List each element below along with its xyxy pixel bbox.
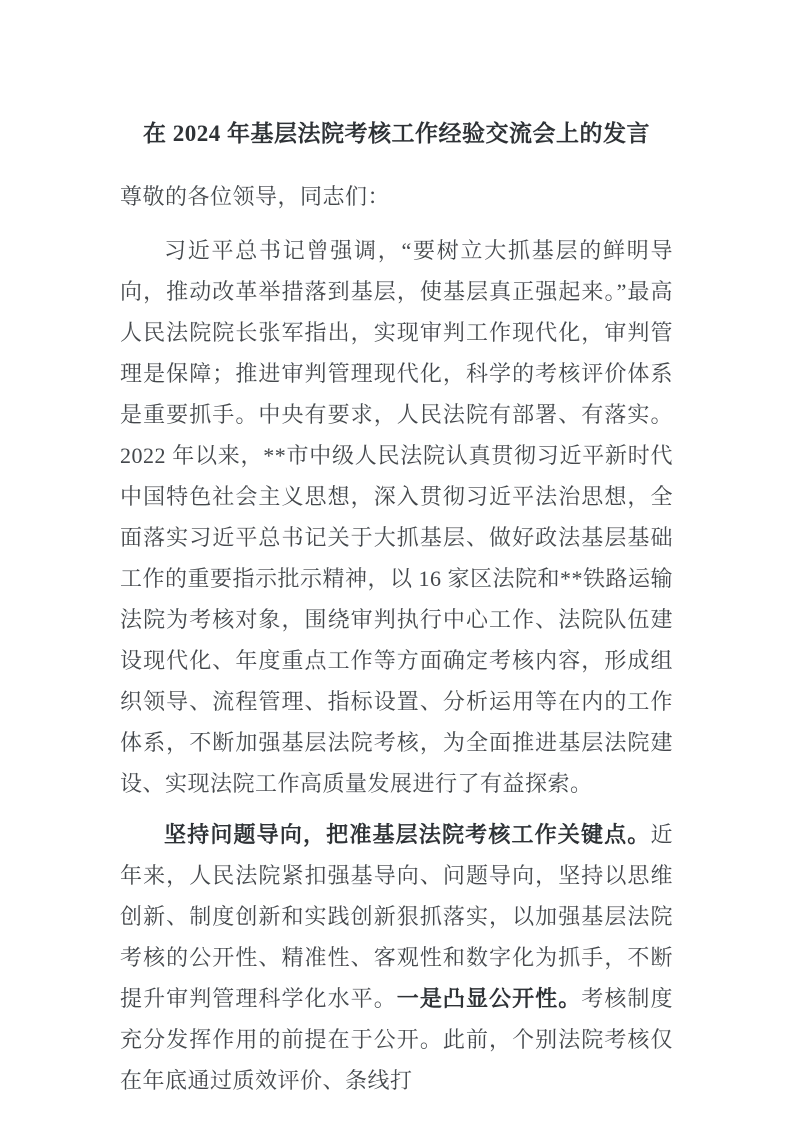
point-one-bold: 一是凸显公开性。 <box>396 986 582 1011</box>
paragraph-body-text-continued: 考核制度充分发挥作用的前提在于公开。此前，个别法院考核仅在年底通过质效评价、条线打 <box>120 986 673 1093</box>
document-title: 在 2024 年基层法院考核工作经验交流会上的发言 <box>143 121 650 146</box>
paragraph-introduction: 习近平总书记曾强调，“要树立大抓基层的鲜明导向，推动改革举措落到基层，使基层真正强起来。”最高人民法院院长张军指出，实现审判工作现代化，审判管理是保障；推进审判管理现代化，科学的考核评价体系是重要抓手。中央有要求，人民法院有部署、有落实。2022 年以来，**市中级人民法院认真贯彻习近平新时代中国特色社会主义思想，深入贯彻习近平法治思想，全面落实习近平总书记关于大抓基层、做好政法基层基础工作的重要指示批示精神，以 16 家区法院和**铁路运输法院为考核对象，围绕审判执行中心工作、法院队伍建设现代化、年度重点工作等方面确定考核内容，形成组织领导、流程管理、指标设置、分析运用等在内的工作体系，不断加强基层法院考核，为全面推进基层法院建设、实现法院工作高质量发展进行了有益探索。 <box>120 238 674 796</box>
paragraph-lead-bold: 坚持问题导向，把准基层法院考核工作关键点。 <box>164 822 651 847</box>
greeting-line: 尊敬的各位领导，同志们： <box>120 184 391 209</box>
paragraph-key-points <box>120 814 673 1101</box>
paragraph-body-text: 近年来，人民法院紧扣强基导向、问题导向，坚持以思维创新、制度创新和实践创新狠抓落实，以加强基层法院考核的公开性、精准性、客观性和数字化为抓手，不断提升审判管理科学化水平。 <box>120 822 673 1011</box>
document-content <box>120 116 673 1101</box>
